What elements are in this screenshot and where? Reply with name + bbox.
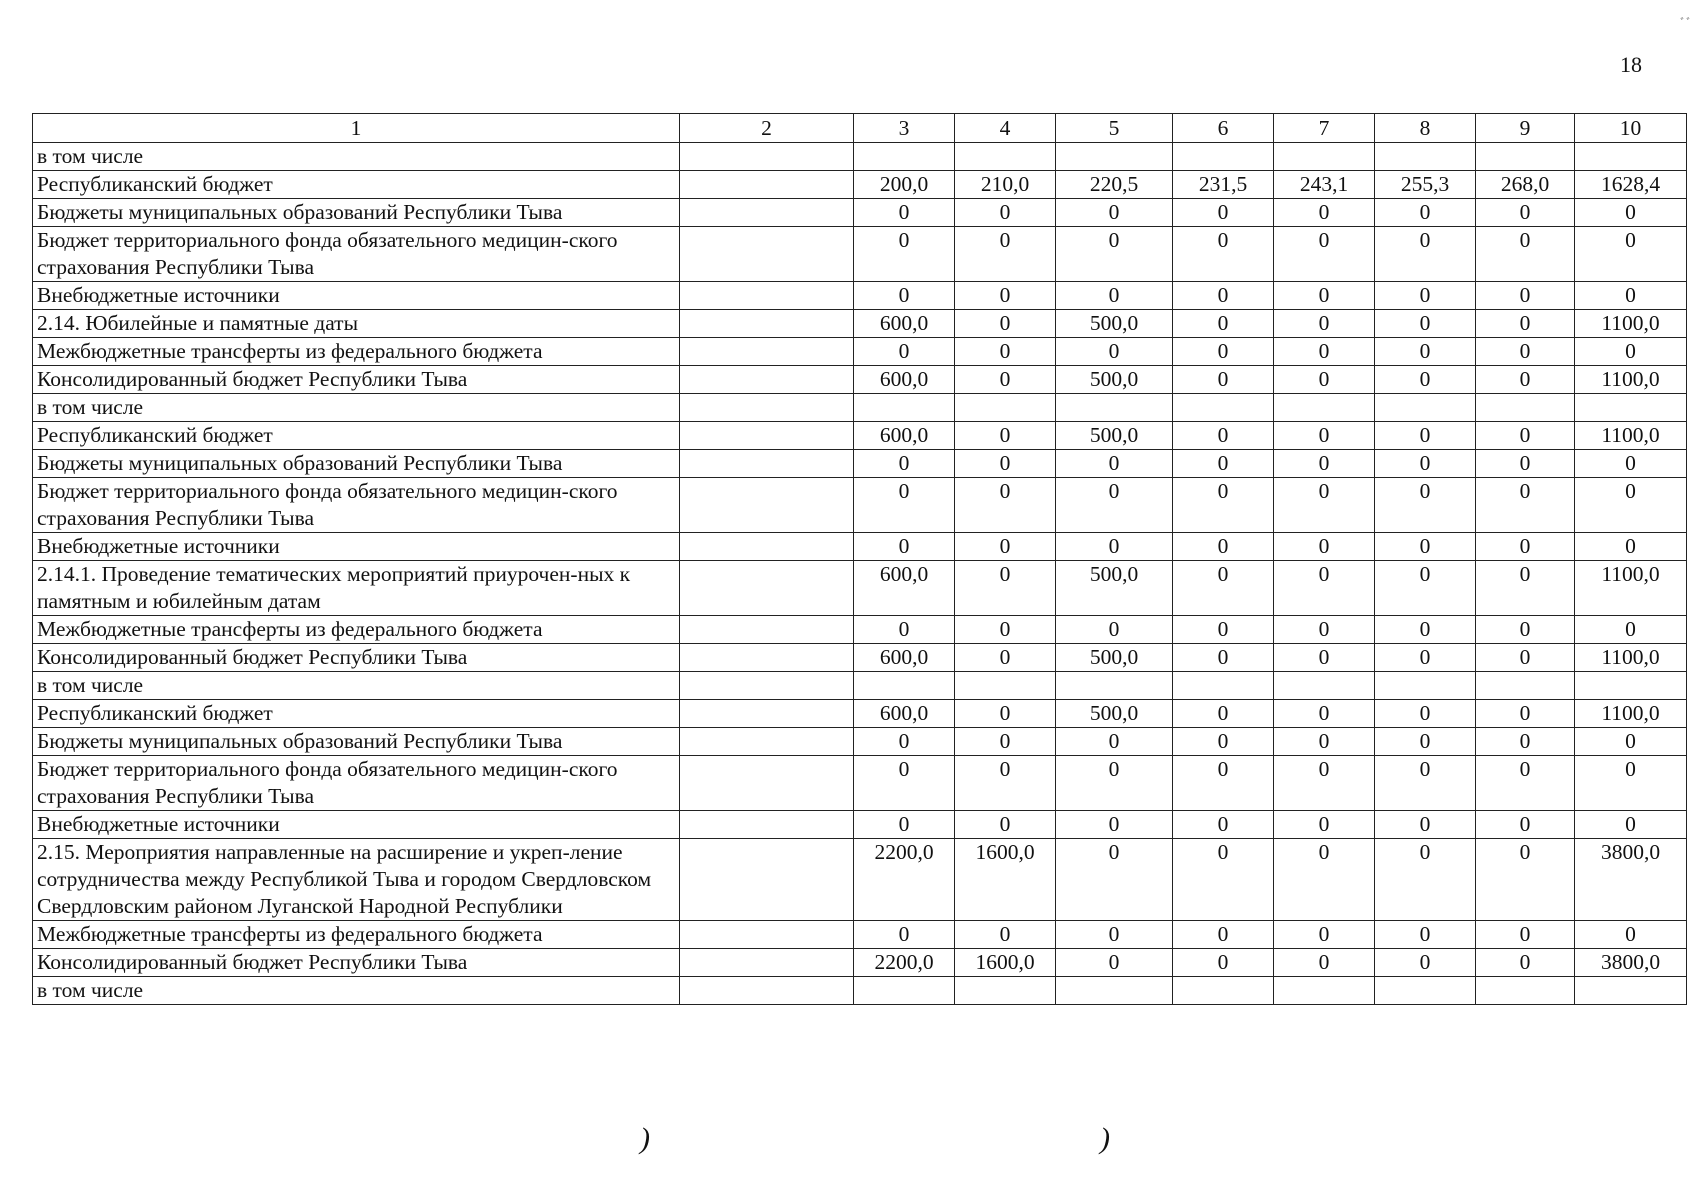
table-row bbox=[33, 728, 1687, 756]
value-cell: 0 bbox=[1575, 199, 1687, 227]
row-label: Внебюджетные источники bbox=[33, 811, 680, 839]
value-cell: 2200,0 bbox=[854, 839, 955, 921]
value-cell: 1600,0 bbox=[955, 839, 1056, 921]
column-header-3: 3 bbox=[854, 114, 955, 143]
value-cell: 0 bbox=[1274, 728, 1375, 756]
value-cell: 0 bbox=[1274, 310, 1375, 338]
value-cell: 0 bbox=[1274, 422, 1375, 450]
value-cell: 0 bbox=[1173, 839, 1274, 921]
value-cell: 0 bbox=[1375, 700, 1476, 728]
column-2-cell bbox=[680, 366, 854, 394]
column-2-cell bbox=[680, 422, 854, 450]
row-label: Республиканский бюджет bbox=[33, 700, 680, 728]
row-label: Республиканский бюджет bbox=[33, 422, 680, 450]
value-cell: 0 bbox=[955, 756, 1056, 811]
column-header-1: 1 bbox=[33, 114, 680, 143]
value-cell: 0 bbox=[1375, 450, 1476, 478]
value-cell: 0 bbox=[1056, 839, 1173, 921]
column-2-cell bbox=[680, 394, 854, 422]
value-cell: 0 bbox=[1056, 811, 1173, 839]
value-cell: 0 bbox=[1476, 756, 1575, 811]
value-cell: 0 bbox=[1274, 949, 1375, 977]
table-row bbox=[33, 422, 1687, 450]
value-cell: 1100,0 bbox=[1575, 422, 1687, 450]
value-cell: 0 bbox=[1575, 756, 1687, 811]
value-cell: 220,5 bbox=[1056, 171, 1173, 199]
value-cell: 600,0 bbox=[854, 644, 955, 672]
value-cell: 0 bbox=[1575, 450, 1687, 478]
value-cell: 0 bbox=[1056, 949, 1173, 977]
budget-table bbox=[32, 113, 1687, 1005]
value-cell: 0 bbox=[1274, 282, 1375, 310]
value-cell: 0 bbox=[1375, 199, 1476, 227]
value-cell: 600,0 bbox=[854, 366, 955, 394]
column-2-cell bbox=[680, 700, 854, 728]
table-row bbox=[33, 338, 1687, 366]
value-cell: 0 bbox=[854, 728, 955, 756]
value-cell: 600,0 bbox=[854, 700, 955, 728]
value-cell: 0 bbox=[1274, 756, 1375, 811]
value-cell bbox=[1274, 143, 1375, 171]
value-cell: 0 bbox=[1575, 616, 1687, 644]
column-2-cell bbox=[680, 728, 854, 756]
column-2-cell bbox=[680, 756, 854, 811]
column-header-5: 5 bbox=[1056, 114, 1173, 143]
value-cell: 0 bbox=[854, 450, 955, 478]
value-cell: 0 bbox=[955, 338, 1056, 366]
value-cell: 0 bbox=[1274, 338, 1375, 366]
value-cell: 0 bbox=[1274, 700, 1375, 728]
header-row bbox=[33, 114, 1687, 143]
value-cell: 0 bbox=[955, 921, 1056, 949]
table-row bbox=[33, 949, 1687, 977]
row-label: Республиканский бюджет bbox=[33, 171, 680, 199]
table-row bbox=[33, 227, 1687, 282]
value-cell: 0 bbox=[1575, 338, 1687, 366]
table-row bbox=[33, 700, 1687, 728]
value-cell: 3800,0 bbox=[1575, 839, 1687, 921]
column-2-cell bbox=[680, 921, 854, 949]
footer-mark-right: ) bbox=[1100, 1122, 1110, 1155]
value-cell: 0 bbox=[1173, 227, 1274, 282]
value-cell bbox=[1173, 672, 1274, 700]
value-cell: 0 bbox=[955, 199, 1056, 227]
value-cell: 0 bbox=[1375, 811, 1476, 839]
value-cell: 0 bbox=[1476, 533, 1575, 561]
value-cell: 0 bbox=[955, 533, 1056, 561]
column-header-7: 7 bbox=[1274, 114, 1375, 143]
value-cell bbox=[854, 394, 955, 422]
value-cell: 0 bbox=[1375, 338, 1476, 366]
value-cell: 0 bbox=[1274, 450, 1375, 478]
value-cell: 0 bbox=[1476, 282, 1575, 310]
value-cell: 0 bbox=[1476, 561, 1575, 616]
row-label: Внебюджетные источники bbox=[33, 282, 680, 310]
table-row bbox=[33, 450, 1687, 478]
row-label: Консолидированный бюджет Республики Тыва bbox=[33, 366, 680, 394]
value-cell: 0 bbox=[854, 478, 955, 533]
value-cell bbox=[1173, 143, 1274, 171]
value-cell bbox=[854, 143, 955, 171]
value-cell: 500,0 bbox=[1056, 644, 1173, 672]
value-cell: 1100,0 bbox=[1575, 644, 1687, 672]
value-cell: 0 bbox=[1575, 728, 1687, 756]
table-row bbox=[33, 143, 1687, 171]
value-cell: 0 bbox=[1476, 728, 1575, 756]
value-cell: 0 bbox=[854, 616, 955, 644]
value-cell: 0 bbox=[854, 199, 955, 227]
value-cell bbox=[1274, 394, 1375, 422]
table-row bbox=[33, 199, 1687, 227]
row-label: Бюджеты муниципальных образований Республики Тыва bbox=[33, 450, 680, 478]
value-cell: 0 bbox=[1173, 478, 1274, 533]
value-cell: 0 bbox=[1375, 949, 1476, 977]
value-cell: 0 bbox=[854, 338, 955, 366]
column-2-cell bbox=[680, 811, 854, 839]
value-cell: 0 bbox=[1575, 921, 1687, 949]
value-cell: 500,0 bbox=[1056, 366, 1173, 394]
value-cell: 0 bbox=[854, 227, 955, 282]
table-row bbox=[33, 282, 1687, 310]
table-row bbox=[33, 672, 1687, 700]
row-label: Консолидированный бюджет Республики Тыва bbox=[33, 644, 680, 672]
table-row bbox=[33, 171, 1687, 199]
row-label: Внебюджетные источники bbox=[33, 533, 680, 561]
column-header-9: 9 bbox=[1476, 114, 1575, 143]
value-cell bbox=[1575, 394, 1687, 422]
value-cell: 0 bbox=[1476, 700, 1575, 728]
column-2-cell bbox=[680, 616, 854, 644]
table-row bbox=[33, 394, 1687, 422]
row-label: Бюджеты муниципальных образований Республики Тыва bbox=[33, 728, 680, 756]
value-cell: 0 bbox=[1173, 728, 1274, 756]
value-cell: 0 bbox=[955, 310, 1056, 338]
row-label: Бюджет территориального фонда обязательного медицин-ского страхования Республики Тыва bbox=[33, 756, 680, 811]
value-cell: 0 bbox=[1173, 338, 1274, 366]
row-label: в том числе bbox=[33, 394, 680, 422]
value-cell: 0 bbox=[955, 811, 1056, 839]
column-2-cell bbox=[680, 227, 854, 282]
column-2-cell bbox=[680, 171, 854, 199]
value-cell: 0 bbox=[1476, 839, 1575, 921]
table-body bbox=[33, 114, 1687, 1005]
column-2-cell bbox=[680, 839, 854, 921]
value-cell bbox=[955, 143, 1056, 171]
value-cell: 0 bbox=[1375, 839, 1476, 921]
value-cell: 0 bbox=[1173, 199, 1274, 227]
value-cell: 0 bbox=[1056, 533, 1173, 561]
value-cell bbox=[1056, 394, 1173, 422]
value-cell: 0 bbox=[955, 644, 1056, 672]
column-header-2: 2 bbox=[680, 114, 854, 143]
value-cell: 200,0 bbox=[854, 171, 955, 199]
value-cell: 0 bbox=[1274, 644, 1375, 672]
value-cell: 0 bbox=[1274, 366, 1375, 394]
page-number: 18 bbox=[1620, 52, 1642, 77]
value-cell bbox=[1575, 977, 1687, 1005]
row-label: Межбюджетные трансферты из федерального бюджета bbox=[33, 616, 680, 644]
table-row bbox=[33, 561, 1687, 616]
value-cell: 0 bbox=[1173, 949, 1274, 977]
row-label: Межбюджетные трансферты из федерального бюджета bbox=[33, 921, 680, 949]
corner-scan-mark: ﾞﾞ bbox=[1680, 16, 1693, 30]
value-cell bbox=[1476, 394, 1575, 422]
column-header-4: 4 bbox=[955, 114, 1056, 143]
column-header-6: 6 bbox=[1173, 114, 1274, 143]
value-cell: 0 bbox=[1056, 282, 1173, 310]
value-cell: 0 bbox=[1476, 811, 1575, 839]
value-cell: 0 bbox=[1375, 616, 1476, 644]
value-cell: 0 bbox=[1274, 811, 1375, 839]
value-cell: 0 bbox=[1375, 533, 1476, 561]
value-cell: 0 bbox=[1375, 366, 1476, 394]
column-2-cell bbox=[680, 672, 854, 700]
value-cell bbox=[1476, 143, 1575, 171]
value-cell: 0 bbox=[854, 756, 955, 811]
value-cell: 0 bbox=[1375, 728, 1476, 756]
value-cell: 0 bbox=[1476, 949, 1575, 977]
row-label: 2.14. Юбилейные и памятные даты bbox=[33, 310, 680, 338]
table-row bbox=[33, 977, 1687, 1005]
column-2-cell bbox=[680, 533, 854, 561]
value-cell: 0 bbox=[1476, 366, 1575, 394]
value-cell: 0 bbox=[1056, 756, 1173, 811]
value-cell: 1600,0 bbox=[955, 949, 1056, 977]
footer-mark-left: ) bbox=[640, 1122, 650, 1155]
value-cell: 0 bbox=[1476, 478, 1575, 533]
row-label: в том числе bbox=[33, 672, 680, 700]
row-label: Бюджет территориального фонда обязательного медицин-ского страхования Республики Тыва bbox=[33, 227, 680, 282]
value-cell bbox=[1375, 394, 1476, 422]
value-cell bbox=[1173, 394, 1274, 422]
value-cell: 0 bbox=[854, 533, 955, 561]
value-cell: 0 bbox=[1173, 616, 1274, 644]
value-cell: 2200,0 bbox=[854, 949, 955, 977]
value-cell bbox=[1375, 672, 1476, 700]
value-cell: 0 bbox=[854, 282, 955, 310]
table-row bbox=[33, 366, 1687, 394]
value-cell: 0 bbox=[1375, 478, 1476, 533]
value-cell: 0 bbox=[1274, 921, 1375, 949]
row-label: Бюджеты муниципальных образований Республики Тыва bbox=[33, 199, 680, 227]
value-cell bbox=[1476, 977, 1575, 1005]
value-cell: 0 bbox=[1375, 282, 1476, 310]
value-cell: 0 bbox=[1056, 450, 1173, 478]
value-cell: 0 bbox=[1056, 227, 1173, 282]
column-2-cell bbox=[680, 282, 854, 310]
value-cell: 268,0 bbox=[1476, 171, 1575, 199]
value-cell: 0 bbox=[1173, 811, 1274, 839]
value-cell: 1100,0 bbox=[1575, 366, 1687, 394]
column-2-cell bbox=[680, 143, 854, 171]
value-cell: 0 bbox=[1274, 199, 1375, 227]
column-2-cell bbox=[680, 478, 854, 533]
value-cell: 0 bbox=[1476, 644, 1575, 672]
value-cell: 0 bbox=[955, 700, 1056, 728]
column-header-10: 10 bbox=[1575, 114, 1687, 143]
value-cell: 500,0 bbox=[1056, 422, 1173, 450]
value-cell: 0 bbox=[1173, 756, 1274, 811]
value-cell: 0 bbox=[1274, 561, 1375, 616]
value-cell: 0 bbox=[955, 366, 1056, 394]
value-cell: 0 bbox=[1173, 644, 1274, 672]
table-row bbox=[33, 839, 1687, 921]
value-cell: 243,1 bbox=[1274, 171, 1375, 199]
value-cell: 0 bbox=[854, 921, 955, 949]
column-2-cell bbox=[680, 644, 854, 672]
value-cell bbox=[955, 394, 1056, 422]
value-cell bbox=[1056, 977, 1173, 1005]
value-cell: 0 bbox=[854, 811, 955, 839]
value-cell: 0 bbox=[1575, 282, 1687, 310]
value-cell: 0 bbox=[1575, 811, 1687, 839]
column-2-cell bbox=[680, 949, 854, 977]
value-cell: 0 bbox=[955, 422, 1056, 450]
value-cell bbox=[1056, 143, 1173, 171]
value-cell: 0 bbox=[1375, 227, 1476, 282]
value-cell: 0 bbox=[955, 561, 1056, 616]
value-cell: 600,0 bbox=[854, 310, 955, 338]
table-row bbox=[33, 616, 1687, 644]
value-cell: 1100,0 bbox=[1575, 561, 1687, 616]
table-row bbox=[33, 644, 1687, 672]
value-cell: 0 bbox=[1476, 450, 1575, 478]
value-cell: 0 bbox=[1173, 921, 1274, 949]
value-cell: 0 bbox=[1476, 310, 1575, 338]
column-2-cell bbox=[680, 310, 854, 338]
value-cell: 0 bbox=[955, 450, 1056, 478]
value-cell: 1628,4 bbox=[1575, 171, 1687, 199]
value-cell: 0 bbox=[1476, 616, 1575, 644]
value-cell: 0 bbox=[1375, 921, 1476, 949]
value-cell bbox=[1274, 977, 1375, 1005]
value-cell: 0 bbox=[1476, 227, 1575, 282]
value-cell: 0 bbox=[1173, 422, 1274, 450]
value-cell: 0 bbox=[1375, 756, 1476, 811]
column-header-8: 8 bbox=[1375, 114, 1476, 143]
value-cell bbox=[1476, 672, 1575, 700]
value-cell: 0 bbox=[1274, 227, 1375, 282]
table-row bbox=[33, 310, 1687, 338]
value-cell: 0 bbox=[1056, 728, 1173, 756]
value-cell: 500,0 bbox=[1056, 310, 1173, 338]
value-cell: 0 bbox=[1375, 561, 1476, 616]
row-label: в том числе bbox=[33, 143, 680, 171]
value-cell: 0 bbox=[1274, 533, 1375, 561]
column-2-cell bbox=[680, 561, 854, 616]
column-2-cell bbox=[680, 199, 854, 227]
value-cell bbox=[854, 672, 955, 700]
value-cell: 0 bbox=[955, 616, 1056, 644]
value-cell: 0 bbox=[1375, 310, 1476, 338]
value-cell bbox=[1056, 672, 1173, 700]
value-cell: 0 bbox=[1575, 478, 1687, 533]
value-cell: 0 bbox=[1476, 199, 1575, 227]
value-cell: 0 bbox=[955, 728, 1056, 756]
column-2-cell bbox=[680, 450, 854, 478]
value-cell bbox=[854, 977, 955, 1005]
value-cell: 0 bbox=[1173, 310, 1274, 338]
value-cell: 210,0 bbox=[955, 171, 1056, 199]
value-cell: 0 bbox=[1274, 616, 1375, 644]
table-row bbox=[33, 921, 1687, 949]
value-cell: 600,0 bbox=[854, 422, 955, 450]
row-label: Консолидированный бюджет Республики Тыва bbox=[33, 949, 680, 977]
column-2-cell bbox=[680, 338, 854, 366]
value-cell: 0 bbox=[1476, 338, 1575, 366]
value-cell bbox=[1575, 143, 1687, 171]
value-cell: 0 bbox=[1056, 199, 1173, 227]
row-label: Межбюджетные трансферты из федерального бюджета bbox=[33, 338, 680, 366]
value-cell: 0 bbox=[1173, 561, 1274, 616]
value-cell: 0 bbox=[1476, 921, 1575, 949]
value-cell bbox=[1375, 977, 1476, 1005]
value-cell: 231,5 bbox=[1173, 171, 1274, 199]
value-cell bbox=[955, 672, 1056, 700]
value-cell: 0 bbox=[1575, 227, 1687, 282]
value-cell: 500,0 bbox=[1056, 700, 1173, 728]
table-row bbox=[33, 756, 1687, 811]
value-cell: 600,0 bbox=[854, 561, 955, 616]
value-cell: 0 bbox=[1375, 644, 1476, 672]
value-cell: 500,0 bbox=[1056, 561, 1173, 616]
table-row bbox=[33, 533, 1687, 561]
value-cell: 1100,0 bbox=[1575, 310, 1687, 338]
row-label: Бюджет территориального фонда обязательного медицин-ского страхования Республики Тыва bbox=[33, 478, 680, 533]
value-cell: 0 bbox=[1173, 700, 1274, 728]
value-cell: 0 bbox=[1575, 533, 1687, 561]
value-cell: 3800,0 bbox=[1575, 949, 1687, 977]
value-cell: 0 bbox=[1274, 478, 1375, 533]
value-cell: 0 bbox=[1173, 366, 1274, 394]
value-cell: 0 bbox=[1056, 616, 1173, 644]
value-cell: 0 bbox=[1056, 478, 1173, 533]
value-cell: 0 bbox=[1173, 533, 1274, 561]
value-cell: 0 bbox=[955, 282, 1056, 310]
row-label: в том числе bbox=[33, 977, 680, 1005]
row-label: 2.15. Мероприятия направленные на расширение и укреп-ление сотрудничества между Республикой Тыва и городом Свердловском Свердловским районом Луганской Народной Республики bbox=[33, 839, 680, 921]
table-row bbox=[33, 811, 1687, 839]
value-cell: 0 bbox=[955, 227, 1056, 282]
value-cell: 0 bbox=[1476, 422, 1575, 450]
table-row bbox=[33, 478, 1687, 533]
value-cell: 0 bbox=[1056, 338, 1173, 366]
value-cell: 0 bbox=[1173, 450, 1274, 478]
value-cell bbox=[1575, 672, 1687, 700]
value-cell bbox=[1173, 977, 1274, 1005]
value-cell: 0 bbox=[955, 478, 1056, 533]
value-cell: 1100,0 bbox=[1575, 700, 1687, 728]
value-cell: 0 bbox=[1375, 422, 1476, 450]
value-cell: 0 bbox=[1274, 839, 1375, 921]
column-2-cell bbox=[680, 977, 854, 1005]
value-cell bbox=[955, 977, 1056, 1005]
value-cell bbox=[1375, 143, 1476, 171]
value-cell: 0 bbox=[1173, 282, 1274, 310]
value-cell: 255,3 bbox=[1375, 171, 1476, 199]
value-cell bbox=[1274, 672, 1375, 700]
row-label: 2.14.1. Проведение тематических мероприятий приурочен-ных к памятным и юбилейным датам bbox=[33, 561, 680, 616]
value-cell: 0 bbox=[1056, 921, 1173, 949]
